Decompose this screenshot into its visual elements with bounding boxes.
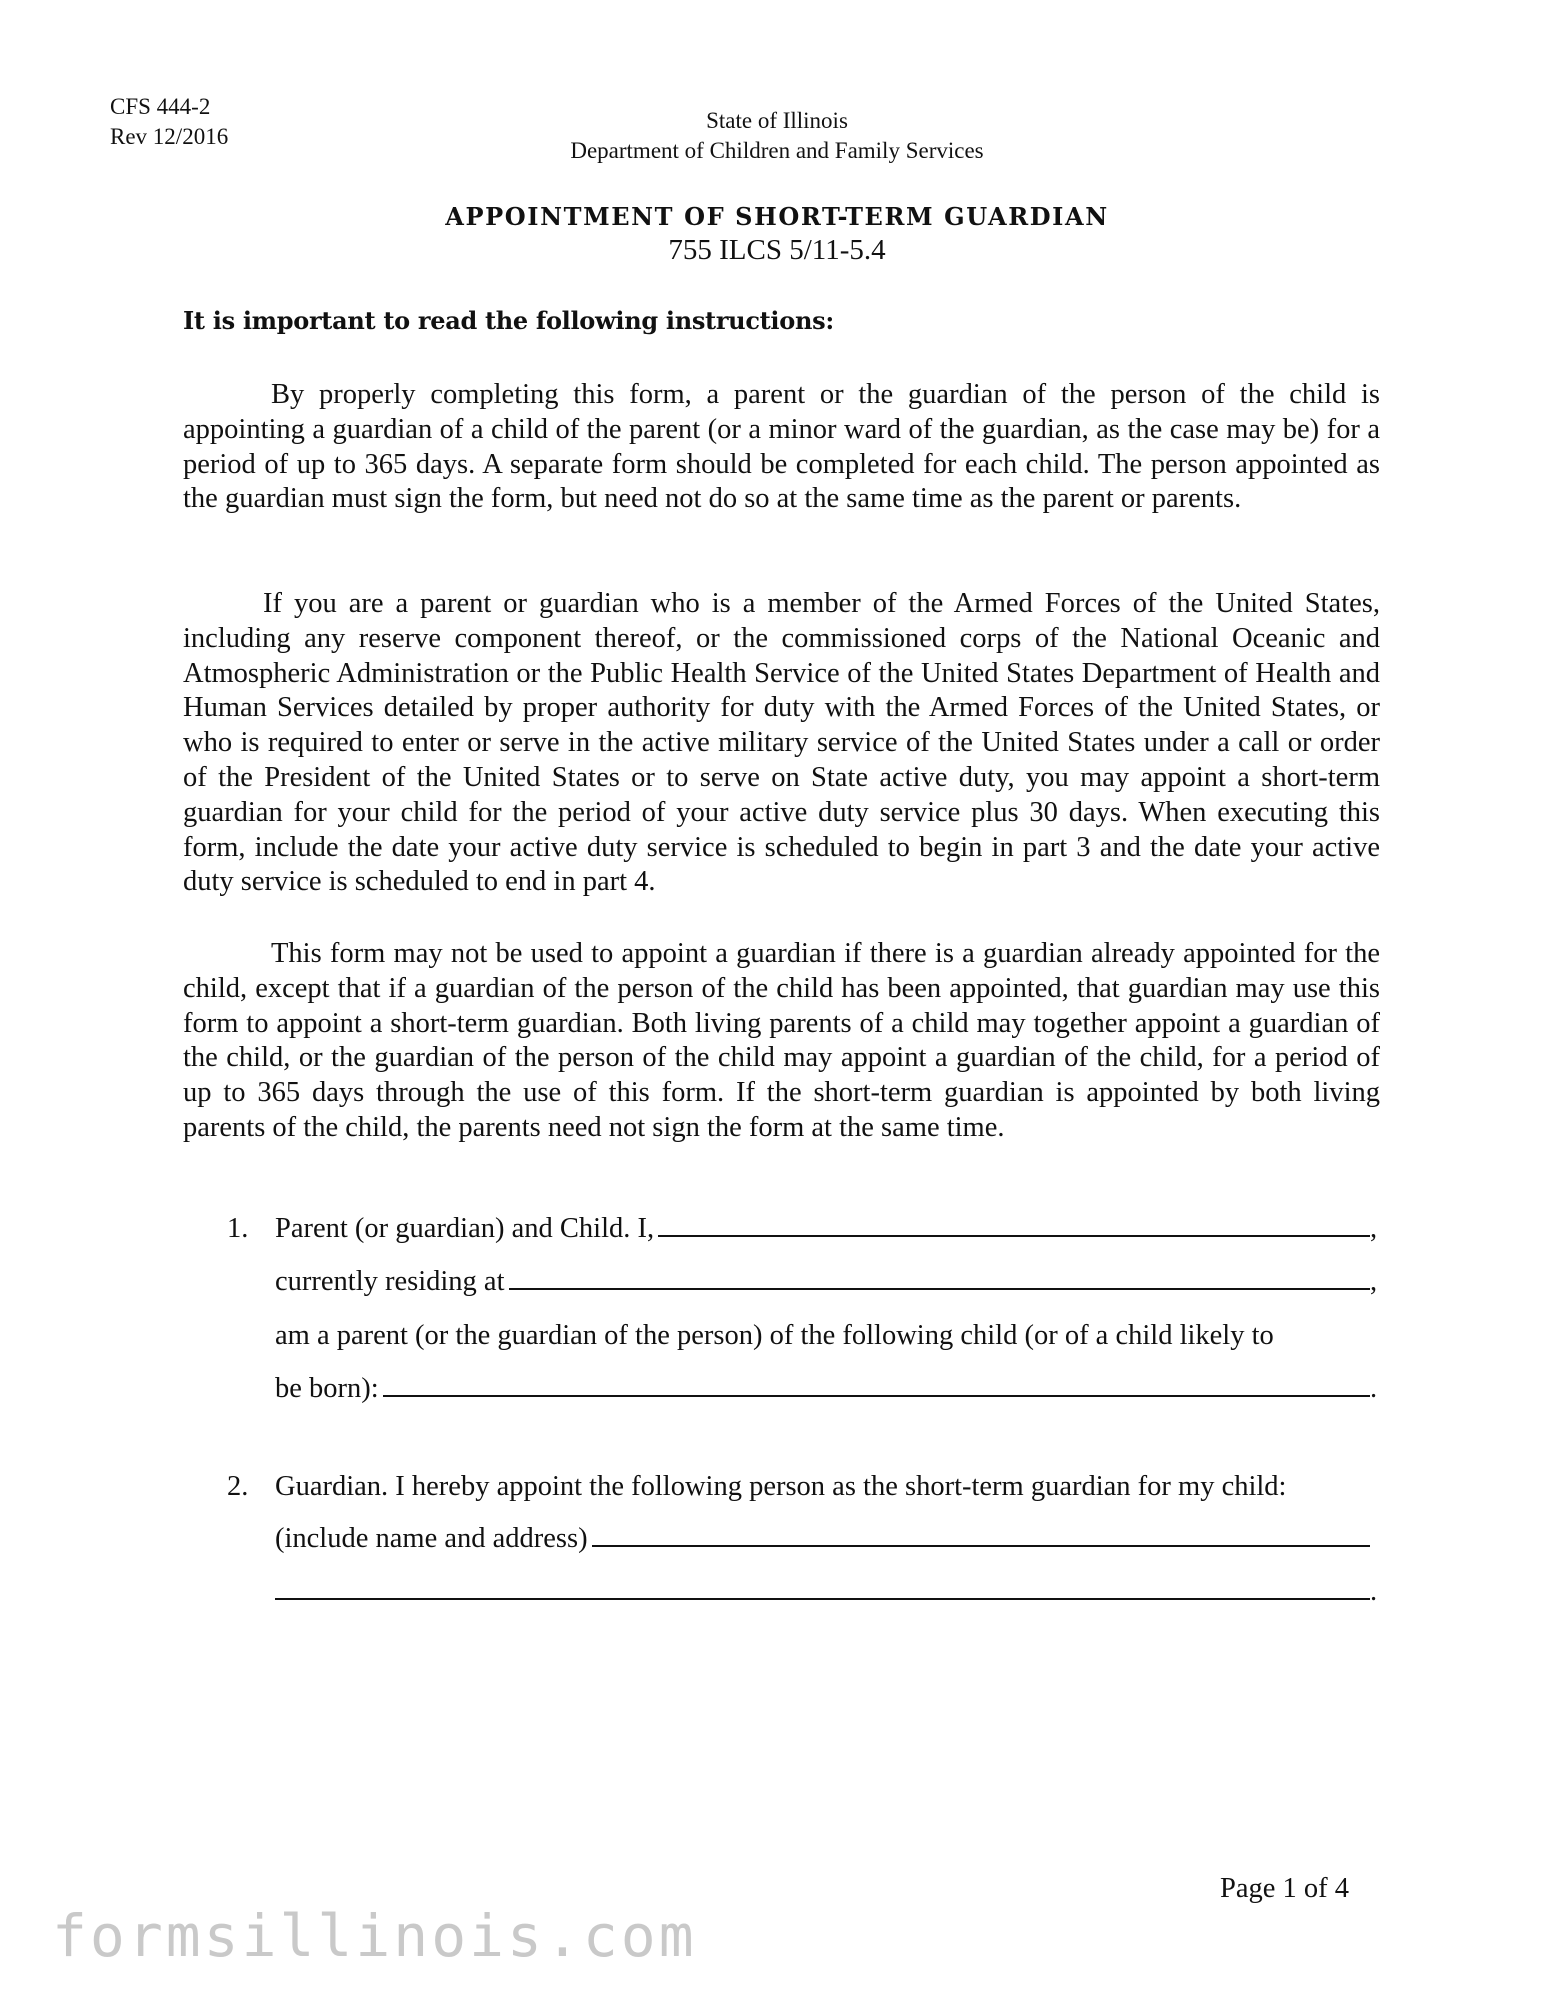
- paragraph-2-text: If you are a parent or guardian who is a member of the Armed Forces of the United States, including any reserve component thereof, or the commissioned corps of the National Oceanic and Atmospheric Administration or the Public Health Service of the United States Department of Health and Human Services detailed by proper authority for duty with the Armed Forces of the United States, or who is required to enter or serve in the active military service of the United States under a call or order of the President of the United States or to serve on State active duty, you may appoint a short-term guardian for your child for the period of your active duty service plus 30 days. When executing this form, include the date your active duty service is scheduled to begin in part 3 and the date your active duty service is scheduled to end in part 4.: [183, 588, 1380, 898]
- instructions-paragraph-3: [183, 937, 1380, 1146]
- form-number: CFS 444-2: [110, 94, 211, 119]
- guardian-address-field-2[interactable]: [275, 1570, 1370, 1600]
- parent-name-label: Parent (or guardian) and Child. I,: [275, 1213, 655, 1244]
- instructions-paragraph-2: [183, 587, 1380, 900]
- department-name: Department of Children and Family Services: [570, 138, 984, 163]
- child-row: be born): .: [275, 1365, 1380, 1405]
- guardian-name-address-field[interactable]: [592, 1517, 1370, 1547]
- parent-name-row: Parent (or guardian) and Child. I, ,: [275, 1205, 1380, 1245]
- guardian-row-2: .: [275, 1568, 1380, 1608]
- state-name: State of Illinois: [706, 108, 848, 133]
- instructions-heading: It is important to read the following instructions:: [183, 306, 834, 335]
- form-title: APPOINTMENT OF SHORT-TERM GUARDIAN: [445, 202, 1109, 231]
- residence-field[interactable]: [509, 1260, 1370, 1290]
- parent-name-field[interactable]: [658, 1207, 1370, 1237]
- residence-label: currently residing at: [275, 1266, 505, 1297]
- statute-citation: 755 ILCS 5/11-5.4: [668, 234, 886, 266]
- agency-header: [0, 106, 1554, 166]
- paragraph-3-text: This form may not be used to appoint a guardian if there is a guardian already appointed for the child, except that if a guardian of the person of the child has been appointed, that guardian may use this form to appoint a short-term guardian. Both living parents of a child may together appoint a guardian of the child, or the guardian of the person of the child may appoint a guardian of the child, for a period of up to 365 days through the use of this form. If the short-term guardian is appointed by both living parents of the child, the parents need not sign the form at the same time.: [183, 938, 1380, 1143]
- form-revision: Rev 12/2016: [110, 124, 229, 149]
- section-parent-and-child: [183, 1205, 1380, 1435]
- child-label: be born):: [275, 1373, 379, 1404]
- instructions-paragraph-1: [183, 378, 1380, 517]
- page-number: Page 1 of 4: [1220, 1873, 1350, 1904]
- watermark: formsillinois.com: [52, 1902, 697, 1970]
- child-name-field[interactable]: [383, 1367, 1370, 1397]
- guardian-row: [275, 1515, 1380, 1555]
- section-guardian: [183, 1467, 1380, 1637]
- paragraph-1-text: By properly completing this form, a parent or the guardian of the person of the child is appointing a guardian of a child of the parent (or a minor ward of the guardian, as the case may be) for a period of up to 365 days. A separate form should be completed for each child. The person appointed as the guardian must sign the form, but need not do so at the same time as the parent or parents.: [183, 379, 1380, 515]
- residence-row: currently residing at ,: [275, 1258, 1380, 1298]
- section-2-number: 2.: [227, 1471, 249, 1502]
- section-1-number: 1.: [227, 1213, 249, 1244]
- relation-text: am a parent (or the guardian of the person) of the following child (or of a child likely to: [275, 1320, 1274, 1351]
- guardian-label: (include name and address): [275, 1523, 588, 1554]
- guardian-appointment-text: Guardian. I hereby appoint the following person as the short-term guardian for my child:: [275, 1471, 1287, 1502]
